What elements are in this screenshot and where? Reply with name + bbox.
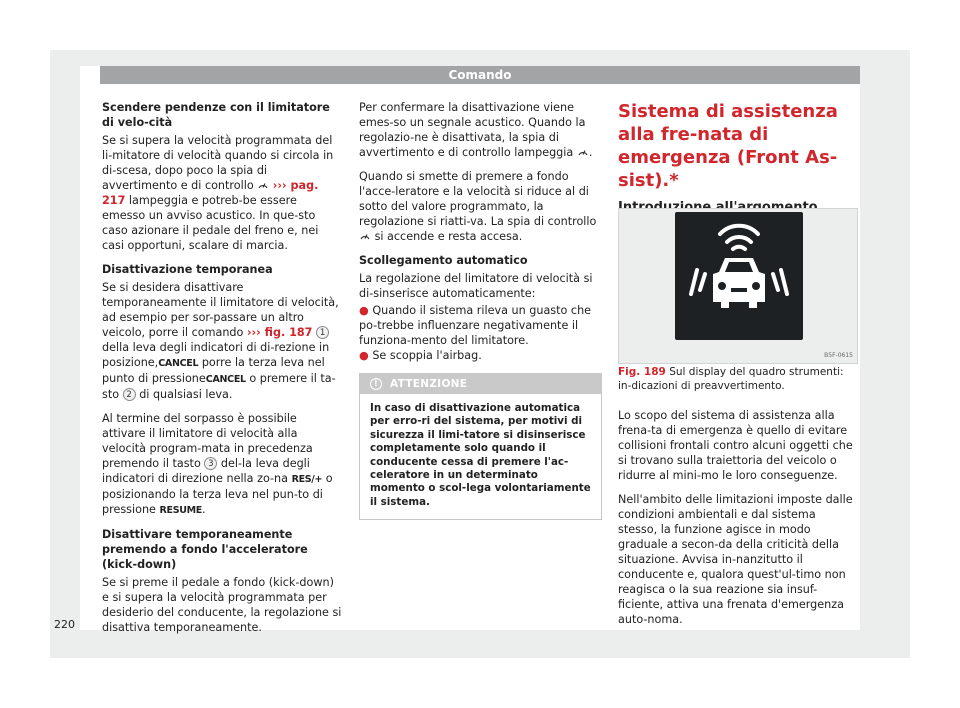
column-left — [102, 100, 343, 644]
callout-number: 1 — [316, 326, 329, 339]
cancel-keyword: CANCEL — [205, 374, 246, 385]
paragraph-downhill: Se si supera la velocità programmata del li-mitatore di velocità quando si circola in di-scesa, dopo poco la spia di avvertimento e di controllo ››› pag. 217 lampeggia e potreb-be essere emesso un avviso acustico. In que-sto caso azionare il pedale del freno e, nei casi opportuni, scalare di marcia. — [102, 134, 334, 252]
speed-limiter-lamp-icon — [577, 146, 589, 156]
instrument-display — [675, 212, 803, 340]
warning-title: ! ATTENZIONE — [360, 374, 601, 394]
front-assist-car-icon — [675, 212, 803, 340]
heading-kickdown: Disattivare temporaneamente premendo a fondo l'acceleratore (kick-down) — [102, 528, 308, 571]
paragraph-temp-off: Se si desidera disattivare temporaneamente il limitatore di velocità, ad esempio per sor-passare un altro veicolo, porre il comando ››› fig. 187 1 della leva degli indicatori di di-rezione in posizione,CANCEL porre la terza leva nel punto di pressioneCANCEL o premere il ta-sto 2 di qualsiasi leva. — [102, 281, 339, 401]
res-keyword: RES/+ — [291, 474, 323, 485]
warning-body: In caso di disattivazione automatica per erro-ri del sistema, per motivi di sicurezza il limi-tatore si disinserisce completamente solo quando il conducente cessa di premere l'ac-celeratore in un determinato momento o scol-lega volontariamente il sistema. — [370, 402, 591, 508]
paragraph-reactivate: Quando si smette di premere a fondo l'acce-leratore e la velocità si riduce al di sotto del valore programmato, la regolazione si riatti-va. La spia di controllo si accende e resta accesa. — [359, 170, 597, 243]
heading-downhill: Scendere pendenze con il limitatore di velo-cità — [102, 101, 330, 129]
list-item: ● Se scoppia l'airbag. — [359, 349, 482, 362]
column-middle — [359, 100, 602, 520]
speed-limiter-lamp-icon — [257, 179, 269, 189]
warning-circle-icon: ! — [370, 378, 382, 390]
bullet-icon: ● — [359, 304, 369, 317]
figure-display — [618, 208, 858, 364]
warning-box — [359, 373, 602, 520]
paragraph-limits: Nell'ambito delle limitazioni imposte dalle condizioni ambientali e dal sistema stesso, la funzione agisce in modo graduale a secon-da della criticità della situazione. Avvisa in-nanzitutto il conducente e, qualora quest'ul-timo non reagisca o la sua reazione sia insuf-ficiente, attiva una frenata d'emergenza auto-noma. — [618, 493, 853, 626]
page-number: 220 — [54, 618, 75, 631]
paragraph-resume: Al termine del sorpasso è possibile attivare il limitatore di velocità alla velocità program-mata in precedenza premendo il tasto 3 del-la leva degli indicatori di direzione nella zo-na RES/+ o posizionando la terza leva nel pun-to di pressione RESUME. — [102, 412, 333, 516]
section-title: Sistema di assistenza alla fre-nata di emergenza (Front As-sist).* — [618, 101, 838, 191]
heading-temp-off: Disattivazione temporanea — [102, 263, 273, 276]
heading-auto-off: Scollegamento automatico — [359, 254, 528, 267]
figure-link[interactable]: ››› fig. 187 — [246, 326, 313, 339]
callout-number: 2 — [123, 388, 136, 401]
figure-caption: Fig. 189 Sul display del quadro strumenti: in-dicazioni di preavvertimento. — [618, 366, 844, 392]
paragraph-kickdown: Se si preme il pedale a fondo (kick-down) e si supera la velocità programmata per desiderio del conducente, la regolazione si disattiva temporaneamente. — [102, 576, 342, 634]
callout-number: 3 — [204, 457, 217, 470]
bullet-icon: ● — [359, 349, 369, 362]
cancel-keyword: CANCEL — [158, 358, 199, 369]
section-header: Comando — [100, 66, 860, 84]
speed-limiter-lamp-icon — [359, 230, 371, 240]
paragraph-auto-off: La regolazione del limitatore di velocità si di-sinserisce automaticamente: — [359, 272, 593, 300]
list-item: ● Quando il sistema rileva un guasto che po-trebbe influenzare negativamente il funziona-mento del limitatore. — [359, 304, 592, 347]
column-right-body — [618, 408, 858, 636]
figure-number: Fig. 189 — [618, 366, 666, 378]
page-link[interactable]: ››› pag. 217 — [102, 179, 319, 207]
paragraph-purpose: Lo scopo del sistema di assistenza alla frena-ta di emergenza è quello di evitare collisioni frontali contro alcuni oggetti che si trovano sulla traiettoria del veicolo o ridurre al mini-mo le loro conseguenze. — [618, 409, 853, 482]
paragraph-confirm: Per confermare la disattivazione viene emes-so un segnale acustico. Quando la regolazio-ne è disattivata, la spia di avvertimento e di controllo lampeggia . — [359, 101, 593, 159]
figure-code: B5F-0615 — [824, 352, 853, 359]
bullet-list — [359, 303, 602, 363]
resume-keyword: RESUME — [159, 505, 202, 516]
